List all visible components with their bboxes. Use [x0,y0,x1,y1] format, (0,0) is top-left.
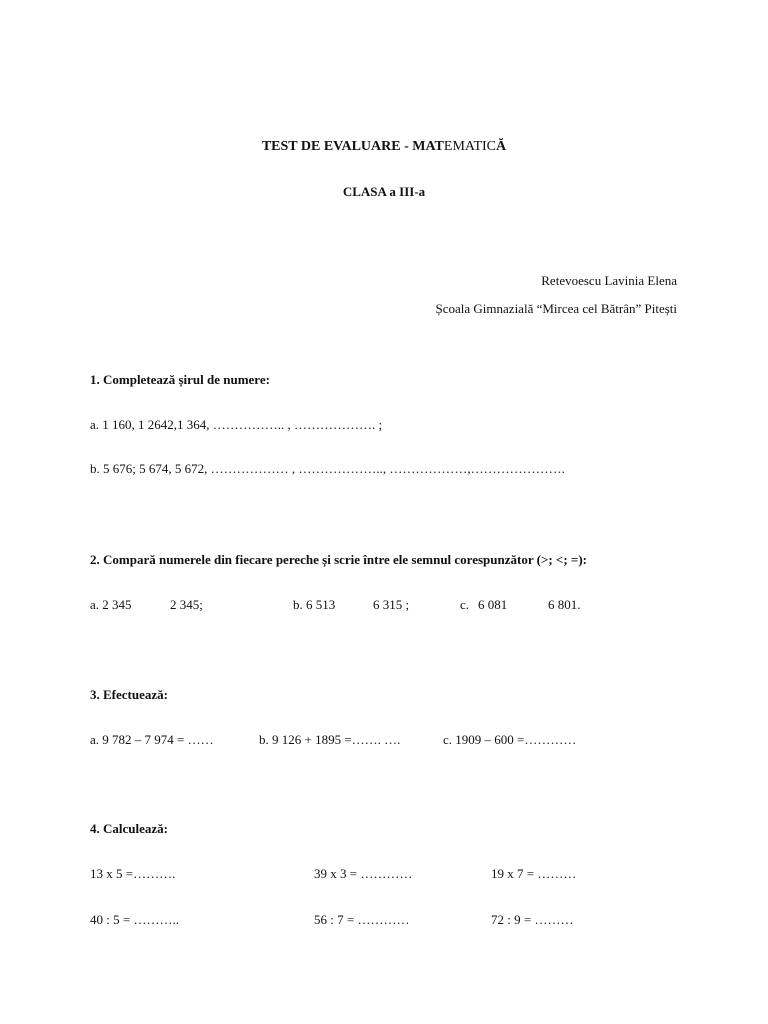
exercise-2-a-right: 2 345; [170,597,203,612]
exercise-2-c-label: c. [460,597,470,612]
title-part-1: TEST DE EVALUARE - MAT [261,139,444,154]
title-part-3: Ă [496,139,507,154]
exercise-3-a: a. 9 782 – 7 974 = …… [90,732,214,747]
exercise-1-heading: 1. Completează șirul de numere: [90,372,270,387]
class-label: CLASA a III-a [342,184,426,199]
exercise-2-heading: 2. Compară numerele din fiecare pereche și scrie între ele semnul corespunzător (>; <; =): [90,552,587,567]
exercise-2-b-right: 6 315 ; [373,597,410,612]
exercise-3-b: b. 9 126 + 1895 =……. …. [259,732,401,747]
exercise-3-c: c. 1909 – 600 =………… [443,732,577,747]
exercise-4-r1-c3: 19 x 7 = ……… [491,866,577,881]
exercise-4-r2-c1: 40 : 5 = ……….. [90,912,179,927]
exercise-3-heading: 3. Efectuează: [90,687,168,702]
author-name: Retevoescu Lavinia Elena [541,273,677,288]
exercise-4-r2-c2: 56 : 7 = ………… [314,912,410,927]
exercise-2-b-left: b. 6 513 [293,597,336,612]
exercise-2-a-left: a. 2 345 [90,597,132,612]
exercise-1-b: b. 5 676; 5 674, 5 672, ……………… , ……………….., ………………,…………………. [90,461,565,476]
exercise-2-c-right: 6 801. [548,597,581,612]
exercise-4-heading: 4. Calculează: [90,821,168,836]
school-name: Școala Gimnazială “Mircea cel Bătrân” Pitești [435,301,677,316]
title-part-2: EMATIC [443,139,497,154]
page-title [0,139,768,155]
exercise-1-a: a. 1 160, 1 2642,1 364, …………….. , ………………. ; [90,417,383,432]
exercise-4-r1-c1: 13 x 5 =………. [90,866,176,881]
exercise-2-c-left: 6 081 [478,597,508,612]
exercise-4-r2-c3: 72 : 9 = ……… [491,912,574,927]
exercise-4-r1-c2: 39 x 3 = ………… [314,866,413,881]
